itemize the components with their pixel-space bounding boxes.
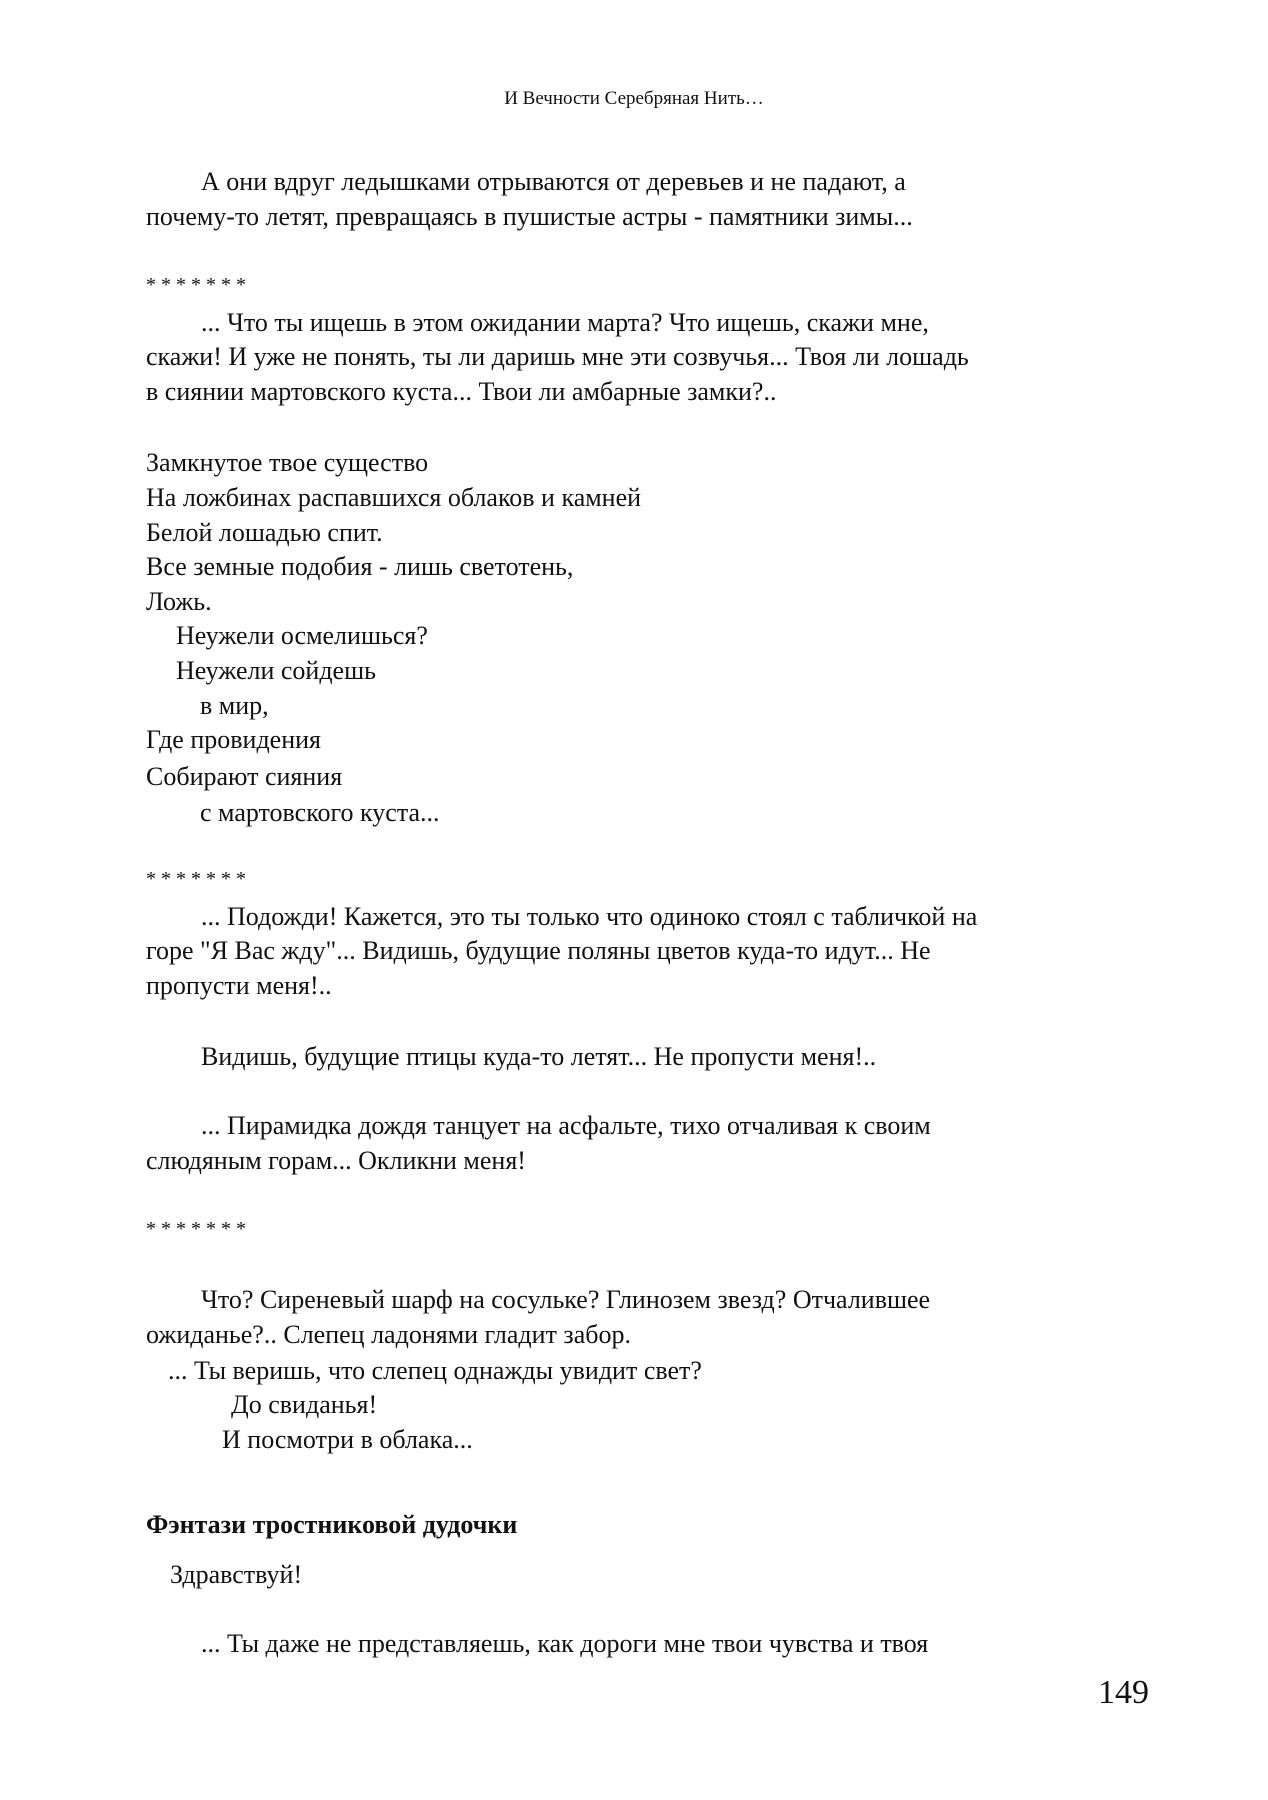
text-line: До свиданья! — [231, 1390, 378, 1419]
section-separator: * * * * * * * — [146, 1218, 246, 1240]
poem-line: Все земные подобия - лишь светотень, — [146, 552, 574, 581]
section-title: Фэнтази тростниковой дудочки — [146, 1510, 518, 1539]
poem-line: Неужели сойдешь — [176, 656, 376, 685]
poem-line: Ложь. — [146, 587, 212, 616]
poem-line: Где провидения — [146, 725, 322, 754]
poem-line: в мир, — [200, 691, 269, 720]
poem-line: Собирают сияния — [146, 762, 343, 791]
text-line: Что? Сиреневый шарф на сосульке? Глинозем звезд? Отчалившее — [201, 1285, 931, 1314]
text-line: в сиянии мартовского куста... Твои ли амбарные замки?.. — [146, 377, 777, 406]
poem-line: с мартовского куста... — [200, 798, 440, 827]
poem-line: Неужели осмелишься? — [176, 621, 428, 650]
text-line: А они вдруг ледышками отрываются от деревьев и не падают, а — [201, 167, 906, 196]
poem-line: Белой лошадью спит. — [146, 518, 383, 547]
text-line: ... Подожди! Кажется, это ты только что одиноко стоял с табличкой на — [201, 902, 978, 931]
text-line: слюдяным горам... Окликни меня! — [146, 1146, 526, 1175]
poem-line: На ложбинах распавшихся облаков и камней — [146, 483, 642, 512]
page-number: 149 — [1098, 1674, 1149, 1711]
poem-line: Замкнутое твое существо — [146, 448, 429, 477]
running-header: И Вечности Серебряная Нить… — [504, 88, 764, 109]
section-separator: * * * * * * * — [146, 868, 246, 890]
text-line: И посмотри в облака... — [222, 1425, 473, 1454]
text-line: ... Ты веришь, что слепец однажды увидит свет? — [168, 1356, 702, 1385]
text-line: ... Ты даже не представляешь, как дороги мне твои чувства и твоя — [201, 1629, 929, 1658]
text-line: Здравствуй! — [170, 1560, 303, 1589]
text-line: пропусти меня!.. — [146, 971, 332, 1000]
section-separator: * * * * * * * — [146, 274, 246, 296]
text-line: Видишь, будущие птицы куда-то летят... Не пропусти меня!.. — [201, 1042, 877, 1071]
text-line: ... Что ты ищешь в этом ожидании марта? Что ищешь, скажи мне, — [201, 308, 929, 337]
text-line: почему-то летят, превращаясь в пушистые астры - памятники зимы... — [146, 202, 913, 231]
text-line: горе "Я Вас жду"... Видишь, будущие поляны цветов куда-то идут... Не — [146, 936, 931, 965]
text-line: скажи! И уже не понять, ты ли даришь мне эти созвучья... Твоя ли лошадь — [146, 342, 969, 371]
text-line: ожиданье?.. Слепец ладонями гладит забор. — [146, 1320, 631, 1349]
text-line: ... Пирамидка дождя танцует на асфальте, тихо отчаливая к своим — [201, 1111, 931, 1140]
